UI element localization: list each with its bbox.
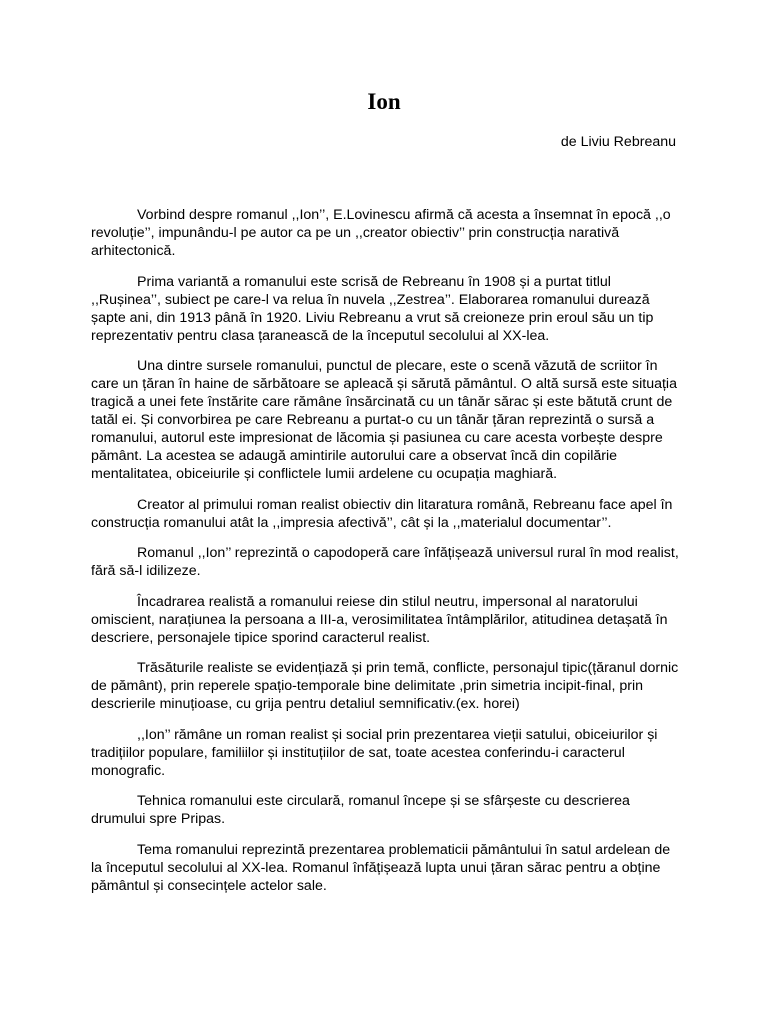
paragraph-6: Încadrarea realistă a romanului reiese din stilul neutru, impersonal al naratorului omiscient, narațiunea la persoana a III-a, verosimilitatea întâmplărilor, atitudinea detașată în descriere, personajele tipice sporind caracterul realist.: [91, 593, 668, 646]
paragraph-4: Creator al primului roman realist obiectiv din litaratura română, Rebreanu face apel în construcția romanului atât la ,,impresia afectivă’’, cât și la ,,materialul documentar’’.: [91, 496, 673, 531]
paragraph-9: Tehnica romanului este circulară, romanul începe și se sfârșeste cu descrierea drumului spre Pripas.: [91, 793, 630, 827]
paragraph-5: Romanul ,,Ion’’ reprezintă o capodoperă care înfățișează universul rural în mod realist, fără să-l idilizeze.: [91, 545, 679, 579]
paragraph-7: Trăsăturile realiste se evidențiază și prin temă, conflicte, personajul tipic(țăranul dornic de pământ), prin reperele spațio-temporale bine delimitate ,prin simetria incipit-final, prin descrierile minuțioase, cu grija pentru detaliul semnificativ.(ex. horei): [91, 660, 679, 712]
document-title: Ion: [367, 89, 401, 114]
document-body: [91, 206, 679, 907]
paragraph-3: Una dintre sursele romanului, punctul de plecare, este o scenă văzută de scriitor în care un țăran în haine de sărbătoare se apleacă și sărută pământul. O altă sursă este situația tragică a unei fete înstărite care rămâne însărcinată cu un tânăr sărac și este bătută crunt de tatăl ei. Și convorbirea pe care Rebreanu a purtat-o cu un tânăr țăran reprezintă o sursă a romanului, autorul este impresionat de lăcomia și pasiunea cu care acesta vorbește despre pământ. La acestea se adaugă amintirile autorului care a observat încă din copilărie mentalitatea, obiceiurile și conflictele lumii ardelene cu ocupația maghiară.: [91, 358, 677, 482]
author-line: de Liviu Rebreanu: [560, 134, 676, 150]
paragraph-10: Tema romanului reprezintă prezentarea problematicii pământului în satul ardelean de la începutul secolului al XX-lea. Romanul înfățișează lupta unui țăran sărac pentru a obține pământul și consecințele actelor sale.: [91, 841, 671, 894]
paragraph-2: Prima variantă a romanului este scrisă de Rebreanu în 1908 și a purtat titlul ,,Rușinea’’, subiect pe care-l va relua în nuvela ,,Zestrea’’. Elaborarea romanului durează șapte ani, din 1913 până în 1920. Liviu Rebreanu a vrut să creioneze prin eroul său un tip reprezentativ pentru clasa țaranească de la începutul secolului al XX-lea.: [91, 273, 654, 344]
paragraph-8: ,,Ion’’ rămâne un roman realist și social prin prezentarea vieții satului, obiceiurilor și tradițiilor populare, familiilor și instituțiilor de sat, toate acestea conferindu-i caracterul monografic.: [91, 726, 658, 779]
paragraph-1: Vorbind despre romanul ,,Ion’’, E.Lovinescu afirmă că acesta a însemnat în epocă ,,o revoluție’’, impunându-l pe autor ca pe un ,,creator obiectiv’’ prin construcția narativă arhitectonică.: [91, 207, 671, 259]
